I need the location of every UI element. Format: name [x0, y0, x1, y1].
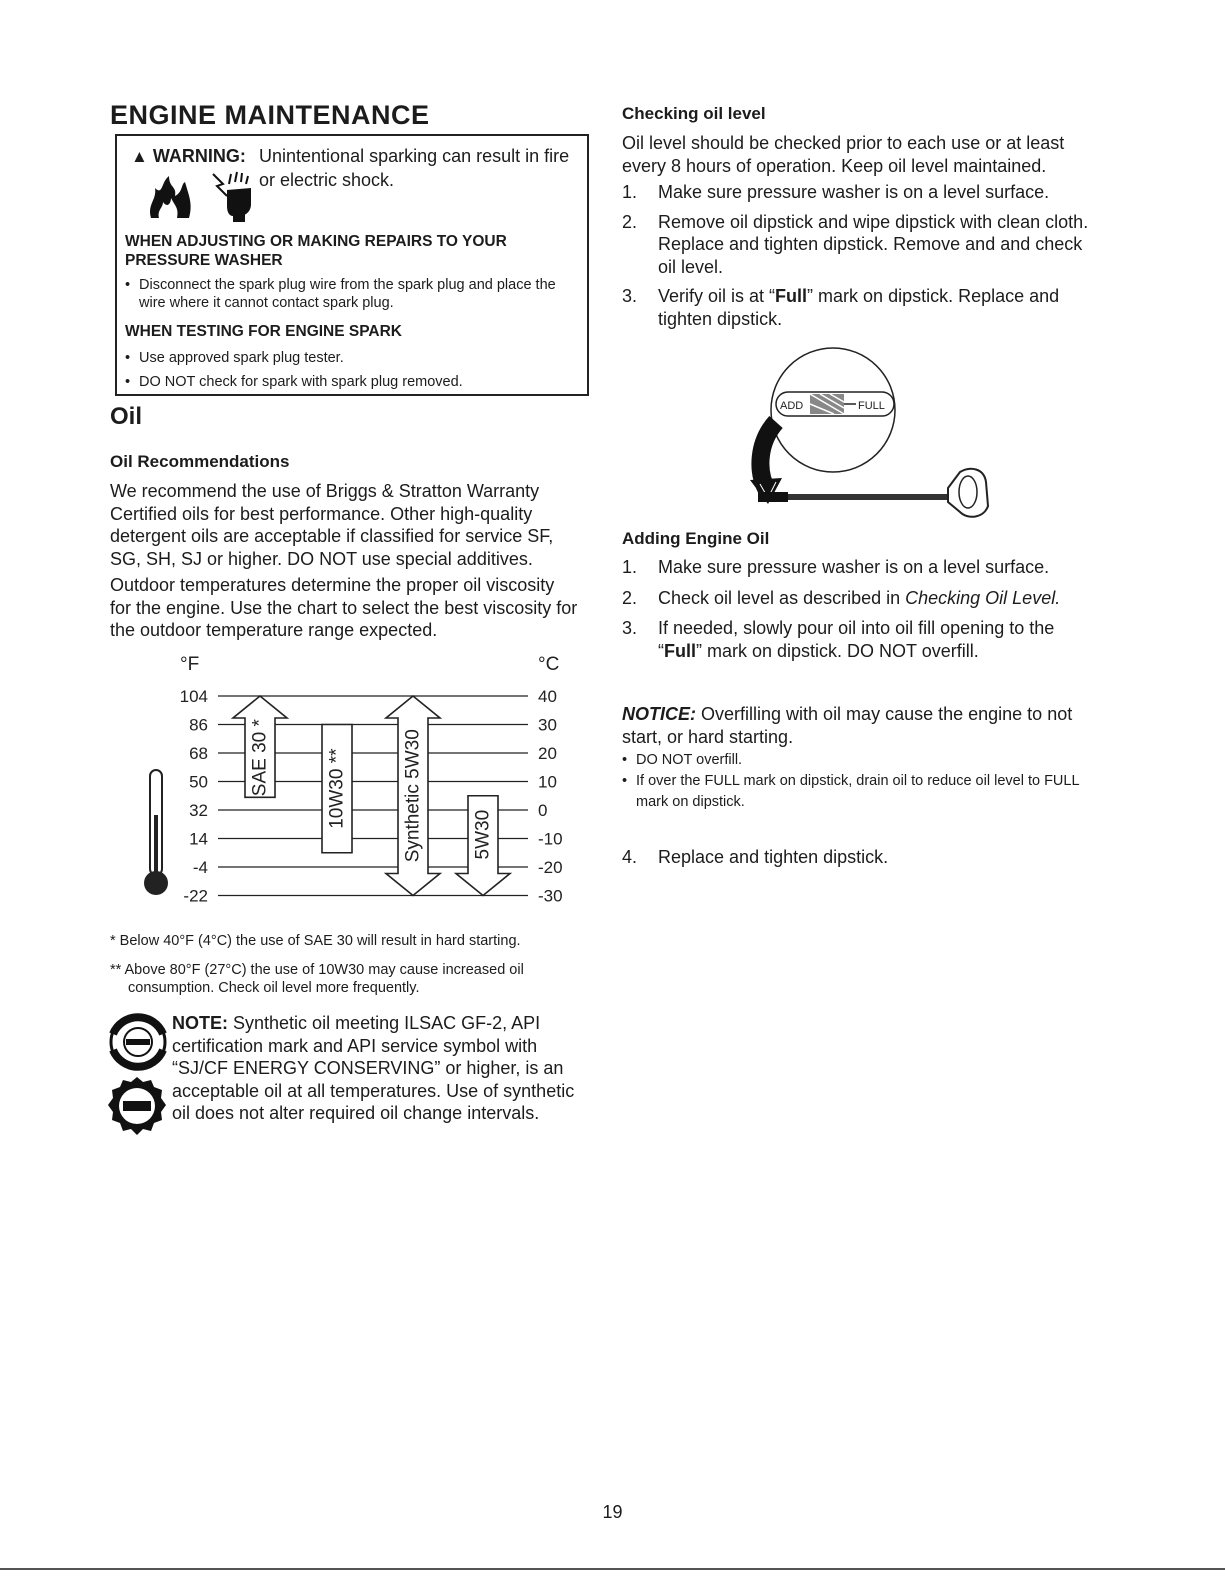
list-item: • Use approved spark plug tester.	[125, 346, 580, 370]
adding-step-4	[622, 846, 1092, 869]
band-label: Synthetic 5W30	[402, 729, 424, 863]
list-item	[622, 587, 1092, 610]
step-number: 2.	[622, 211, 638, 232]
step-text-italic: Checking Oil Level.	[905, 587, 1061, 608]
page-title: ENGINE MAINTENANCE	[110, 100, 430, 130]
step-text: Make sure pressure washer is on a level surface.	[658, 182, 1050, 202]
list-item: • Disconnect the spark plug wire from the spark plug and place the wire where it cannot contact spark plug.	[125, 276, 580, 312]
step-text: Remove oil dipstick and wipe dipstick with clean cloth. Replace and tighten dipstick. Remove and and check oil level.	[658, 211, 1089, 277]
tick-label-f: -22	[183, 886, 208, 906]
adding-heading: Adding Engine Oil	[622, 529, 770, 548]
notice-text-block	[622, 703, 1082, 748]
thermometer-mercury	[154, 815, 158, 875]
checking-intro: Oil level should be checked prior to each use or at least every 8 hours of operation. Keep oil level maintained.	[622, 133, 1065, 176]
api-service-seal-icon	[105, 1012, 171, 1072]
tick-label-f: 32	[189, 801, 208, 820]
warning-heading-spark: WHEN TESTING FOR ENGINE SPARK	[125, 323, 403, 340]
warning-bullets-spark	[125, 346, 580, 394]
footer-rule	[0, 1568, 1225, 1570]
chart-unit-left: °F	[180, 654, 200, 675]
list-item	[622, 181, 1092, 204]
adding-steps	[622, 556, 1092, 662]
thermometer-bulb	[144, 871, 168, 895]
step-text-bold: Full	[775, 286, 808, 306]
list-item: • DO NOT overfill.	[622, 750, 1102, 771]
step-number: 1.	[622, 557, 638, 577]
alert-triangle-icon: ▲	[131, 147, 148, 166]
notice-label: NOTICE:	[622, 704, 696, 724]
tick-label-c: -10	[538, 829, 563, 849]
step-text-pre: Verify oil is at “	[658, 286, 776, 306]
warning-box	[115, 134, 589, 396]
checking-steps	[622, 181, 1092, 330]
step-text-pre: If needed, slowly pour oil into oil fill opening to the “	[658, 618, 1055, 661]
tick-label-c: -20	[538, 858, 563, 877]
page-number: 19	[602, 1502, 623, 1522]
tick-label-f: 104	[179, 687, 208, 706]
fire-icon	[145, 174, 195, 222]
footnote-2: ** Above 80°F (27°C) the use of 10W30 may cause increased oil consumption. Check oil level more frequently.	[110, 962, 524, 996]
step-text-post: ” mark on dipstick. DO NOT overfill.	[696, 640, 979, 661]
list-item	[622, 556, 1092, 579]
tick-label-f: 86	[189, 715, 208, 735]
warning-label: WARNING:	[152, 146, 246, 166]
note-label: NOTE:	[172, 1013, 228, 1033]
tick-label-f: 50	[189, 772, 208, 792]
step-number: 3.	[622, 618, 638, 638]
step-number: 4.	[622, 847, 638, 867]
tick-label-c: 0	[538, 801, 548, 820]
oil-recommendations-heading: Oil Recommendations	[110, 452, 290, 471]
viscosity-chart	[130, 645, 580, 920]
note-text: Synthetic oil meeting ILSAC GF-2, API certification mark and API service symbol with “SJ/CF ENERGY CONSERVING” or higher, is an acceptable oil at all temperatures. Use of synthetic oil does not alter required oil change intervals.	[172, 1013, 575, 1123]
oil-heading: Oil	[110, 403, 143, 430]
list-item	[622, 617, 1092, 662]
tick-label-f: -4	[192, 858, 208, 877]
step-number: 3.	[622, 286, 638, 306]
warning-heading-repairs: WHEN ADJUSTING OR MAKING REPAIRS TO YOUR PRESSURE WASHER	[125, 233, 507, 269]
step-number: 1.	[622, 182, 638, 202]
step-text-pre: Check oil level as described in	[658, 587, 906, 608]
tick-label-f: 14	[189, 829, 208, 849]
tick-label-c: -30	[538, 886, 563, 906]
tick-label-c: 10	[538, 772, 557, 792]
checking-heading: Checking oil level	[622, 104, 766, 123]
band-label: SAE 30 *	[249, 719, 271, 797]
tick-label-c: 20	[538, 744, 557, 763]
chart-unit-right: °C	[538, 654, 560, 675]
list-item	[622, 211, 1092, 279]
oil-recommendations-para1: We recommend the use of Briggs & Stratton Warranty Certified oils for best performance. Other high-quality detergent oils are acceptable if classified for service SF, SG, SH, SJ or higher. DO NOT use special additives.	[110, 481, 554, 569]
tick-label-f: 68	[189, 744, 208, 763]
list-item: • DO NOT check for spark with spark plug removed.	[125, 370, 580, 394]
api-certification-mark-icon	[105, 1074, 169, 1138]
dipstick-add-label: ADD	[780, 400, 804, 412]
footnote-1: * Below 40°F (4°C) the use of SAE 30 will result in hard starting.	[110, 933, 521, 949]
step-text: Make sure pressure washer is on a level surface.	[658, 557, 1050, 577]
step-number: 2.	[622, 587, 638, 608]
step-text-post: ” mark on dipstick. Replace and tighten dipstick.	[658, 286, 1060, 329]
band-label: 10W30 **	[326, 748, 348, 829]
dipstick-illustration	[738, 342, 998, 522]
notice-text: Overfilling with oil may cause the engine to not start, or hard starting.	[622, 704, 1073, 747]
warning-bullets-repairs	[125, 276, 580, 312]
note-text-block	[172, 1012, 592, 1125]
step-text: Replace and tighten dipstick.	[658, 847, 889, 867]
list-item	[622, 285, 1092, 330]
list-item	[622, 846, 1092, 869]
step-text-bold: Full	[664, 640, 696, 661]
dipstick-full-label: FULL	[858, 400, 885, 412]
band-label: 5W30	[472, 809, 494, 860]
notice-bullets	[622, 750, 1102, 813]
oil-recommendations-para2: Outdoor temperatures determine the proper oil viscosity for the engine. Use the chart to select the best viscosity for the outdoor temperature range expected.	[110, 575, 578, 640]
tick-label-c: 30	[538, 715, 557, 735]
list-item: • If over the FULL mark on dipstick, drain oil to reduce oil level to FULL mark on dipstick.	[622, 771, 1102, 813]
warning-text: Unintentional sparking can result in fire or electric shock.	[259, 146, 570, 190]
tick-label-c: 40	[538, 687, 557, 706]
electric-shock-icon	[209, 170, 257, 222]
